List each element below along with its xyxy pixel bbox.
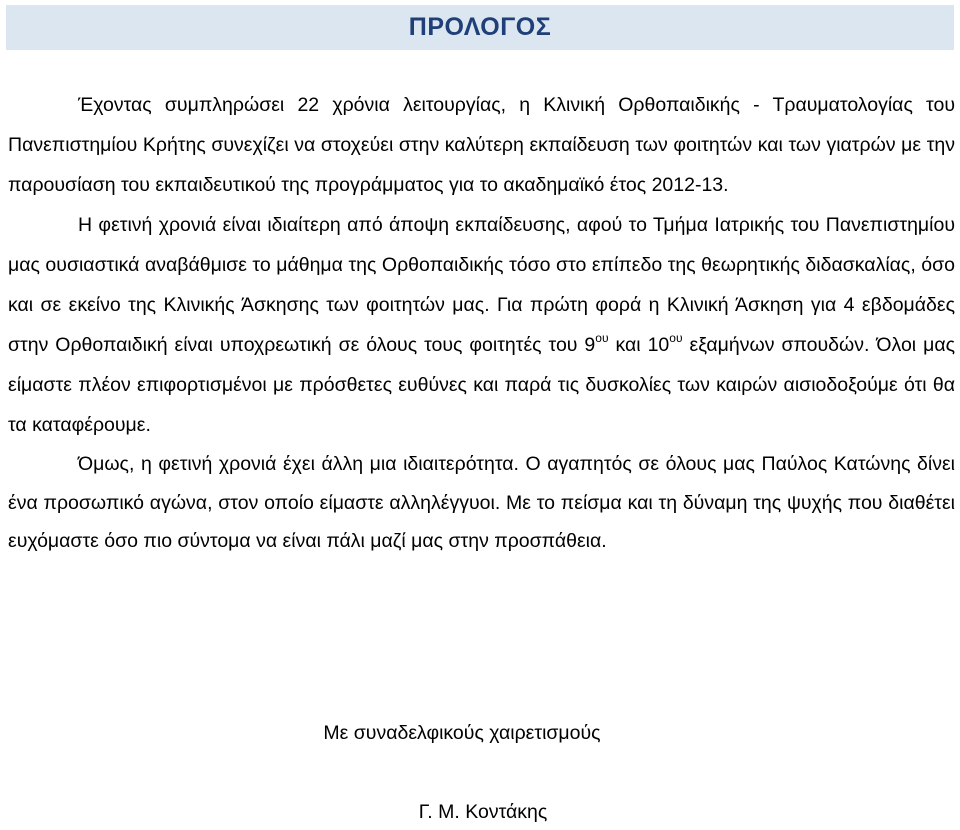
paragraph-education-text-1: Η φετινή χρονιά είναι ιδιαίτερη από άποψη εκπαίδευσης, αφού το Τμήμα Ιατρικής του Πανεπιστημίου μας ουσιαστικά αναβάθμισε το μάθημα της Ορθοπαιδικής τόσο στο επίπεδο της θεωρητικής διδασκαλίας, όσο και σε εκείνο της Κλινικής Άσκησης των φοιτητών μας. Για πρώτη φορά η Κλινική Άσκηση για 4 εβδομάδες στην Ορθοπαιδική είναι υποχρεωτική σε όλους τους φοιτητές του 9 [8,214,955,356]
page-title: ΠΡΟΛΟΓΟΣ [408,13,552,41]
paragraph-intro: Έχοντας συμπληρώσει 22 χρόνια λειτουργίας, η Κλινική Ορθοπαιδικής - Τραυματολογίας του Πανεπιστημίου Κρήτης συνεχίζει να στοχεύει στην καλύτερη εκπαίδευση των φοιτητών και των γιατρών με την παρουσίαση του εκπαιδευτικού της προγράμματος για το ακαδημαϊκό έτος 2012-13. [8,94,955,196]
title-bar [6,5,954,50]
superscript-ordinal-9: ου [595,331,609,345]
paragraph-education-text-2: και 10 [608,334,670,356]
signature: Γ. Μ. Κοντάκης [418,801,548,823]
superscript-ordinal-10: ου [669,331,683,345]
document-body [8,85,955,561]
paragraph-solidarity: Όμως, η φετινή χρονιά έχει άλλη μια ιδιαιτερότητα. Ο αγαπητός σε όλους μας Παύλος Κατώνης δίνει ένα προσωπικό αγώνα, στον οποίο είμαστε αλληλέγγυοι. Με το πείσμα και τη δύναμη της ψυχής που διαθέτει ευχόμαστε όσο πιο σύντομα να είναι πάλι μαζί μας στην προσπάθεια. [8,453,955,552]
paragraph-education-text-3: εξαμήνων σπουδών. Όλοι μας είμαστε πλέον επιφορτισμένοι με πρόσθετες ευθύνες και παρά τις δυσκολίες των καιρών αισιοδοξούμε ότι θα τα καταφέρουμε. [8,334,955,436]
closing-greeting: Με συναδελφικούς χαιρετισμούς [323,722,601,744]
paragraph-education [8,205,955,445]
